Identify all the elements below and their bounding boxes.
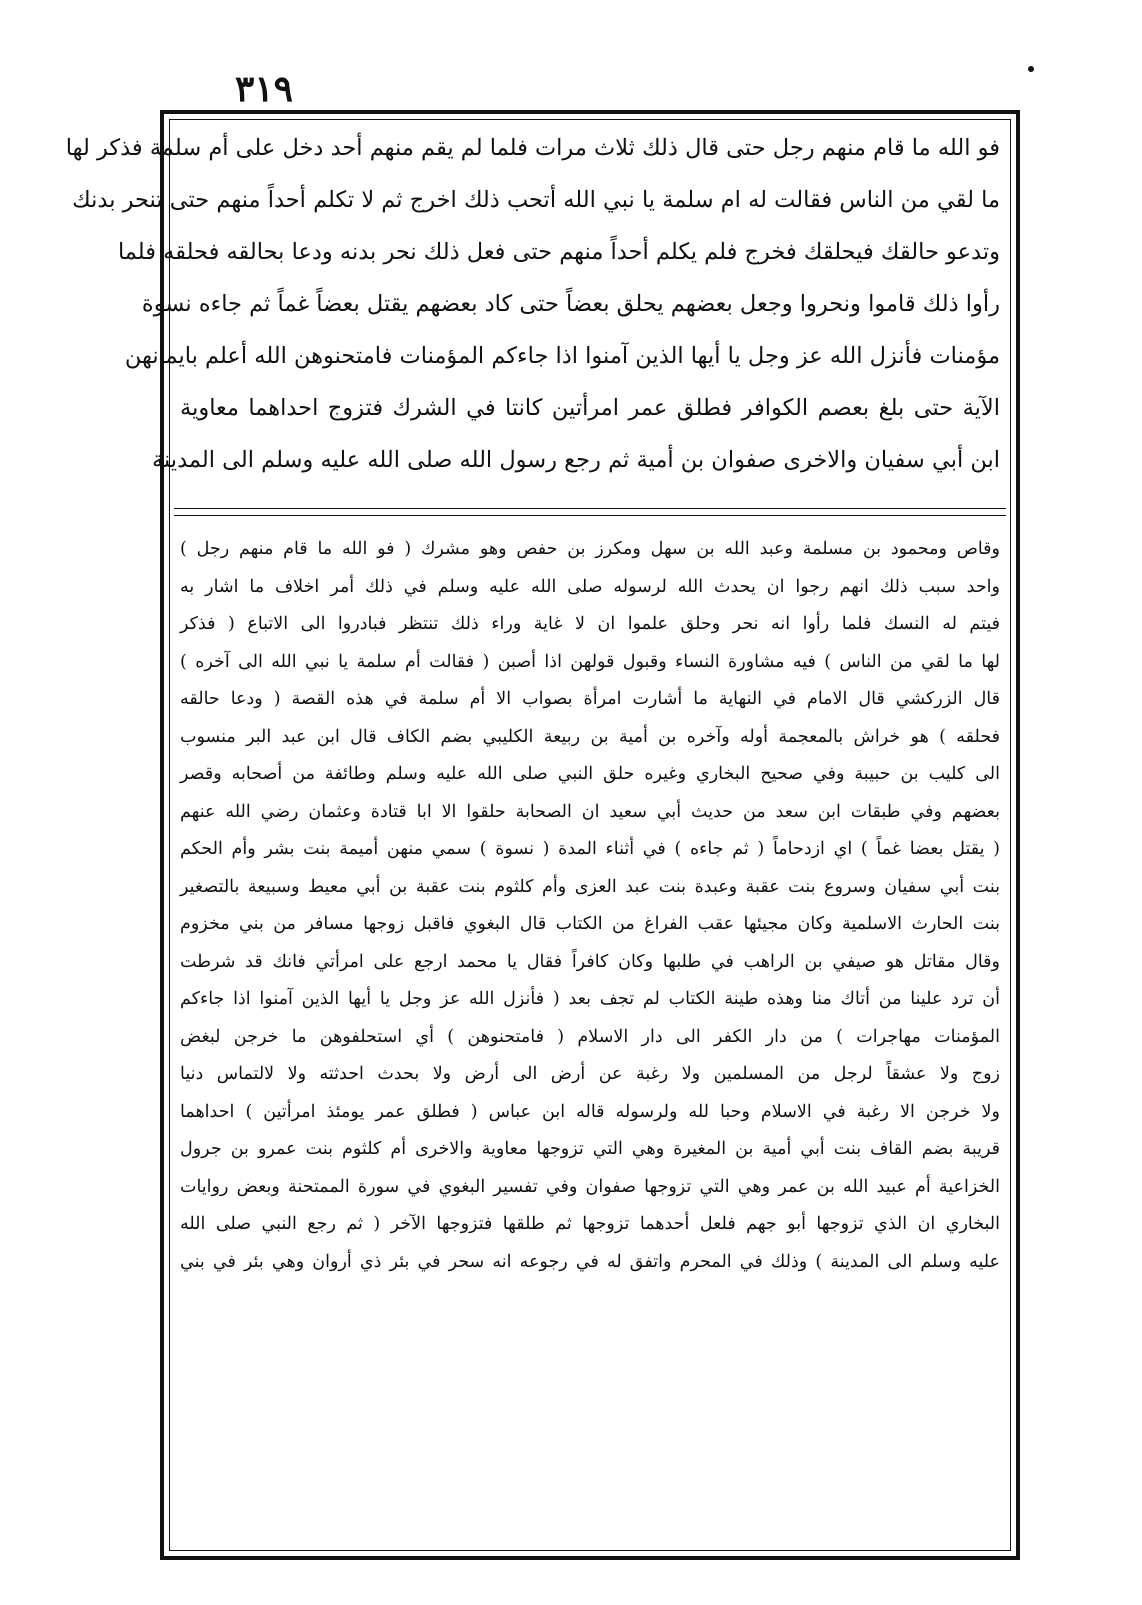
section-divider bbox=[174, 508, 1006, 516]
commentary-line: واحد سبب ذلك انهم رجوا ان يحدث الله لرسوله صلى الله عليه وسلم في ذلك أمر اخلاف ما اشار به bbox=[180, 576, 1000, 597]
commentary-line: لها ما لقي من الناس ) فيه مشاورة النساء وقبول قولهن اذا أصبن ( فقالت أم سلمة يا نبي الله الى آخره ) bbox=[180, 651, 1000, 672]
main-text-line: رأوا ذلك قاموا ونحروا وجعل بعضهم يحلق بعضاً حتى كاد بعضهم يقتل بعضاً غماً ثم جاءه نسوة bbox=[141, 291, 1000, 317]
commentary-line: وقال مقاتل هو صيفي بن الراهب في طلبها وكان كافراً فقال يا محمد ارجع على امرأتي فانك قد شرطت bbox=[180, 951, 1000, 972]
commentary-line: عليه وسلم الى المدينة ) وذلك في المحرم واتفق له في رجوعه انه سحر في بئر ذي أروان وهي بئر في بني bbox=[180, 1251, 1000, 1272]
commentary-line: قريبة بضم القاف بنت أبي أمية بن المغيرة وهي التي تزوجها معاوية والاخرى أم كلثوم بنت عمرو بن جرول bbox=[180, 1139, 1000, 1159]
main-text-line: الآية حتى بلغ بعصم الكوافر فطلق عمر امرأتين كانتا في الشرك فتزوج احداهما معاوية bbox=[180, 395, 1000, 421]
main-text-line: مؤمنات فأنزل الله عز وجل يا أيها الذين آمنوا اذا جاءكم المؤمنات فامتحنوهن الله أعلم بايمانهن bbox=[124, 343, 1000, 369]
main-text-line: وتدعو حالقك فيحلقك فخرج فلم يكلم أحداً منهم حتى فعل ذلك نحر بدنه ودعا بحالقه فحلقه فلما bbox=[117, 239, 1000, 265]
ink-dot bbox=[1028, 66, 1034, 72]
commentary-line: المؤمنات مهاجرات ) من دار الكفر الى دار الاسلام ( فامتحنوهن ) أي استحلفوهن ما خرجن لبغض bbox=[180, 1026, 1000, 1047]
commentary-line: قال الزركشي قال الامام في النهاية ما أشارت امرأة بصواب الا أم سلمة في هذه القصة ( ودعا حالقه bbox=[180, 689, 1000, 709]
commentary-line: بنت أبي سفيان وسروع بنت عقبة وعبدة بنت عبد العزى وأم كلثوم بنت عقبة بن أبي معيط وسبيعة بالتصغير bbox=[180, 876, 1000, 897]
commentary-line: فحلقه ) هو خراش بالمعجمة أوله وآخره بن أمية بن ربيعة الكليبي بضم الكاف قال ابن عبد البر منسوب bbox=[180, 726, 1000, 747]
page-frame bbox=[65, 110, 1020, 1560]
commentary-line: الخزاعية أم عبيد الله بن عمر وهي التي تزوجها صفوان وفي تفسير البغوي في سورة الممتحنة وبعض روايات bbox=[180, 1176, 1000, 1197]
main-text-line: ابن أبي سفيان والاخرى صفوان بن أمية ثم رجع رسول الله صلى الله عليه وسلم الى المدينة bbox=[151, 447, 1000, 473]
commentary-line: أن ترد علينا من أتاك منا وهذه طينة الكتاب لم تجف بعد ( فأنزل الله عز وجل يا أيها الذين آمنوا اذا جاءكم bbox=[180, 989, 1000, 1009]
commentary-line: زوج ولا عشقاً لرجل من المسلمين ولا رغبة عن أرض الى أرض ولا بحدث احدثته ولا لالتماس دنيا bbox=[180, 1064, 1000, 1084]
commentary-line: فيتم له النسك فلما رأوا انه نحر وحلق علموا ان لا غاية وراء ذلك تنتظر فبادروا الى الاتباع ( فذكر bbox=[180, 614, 1000, 634]
main-text-line: ما لقي من الناس فقالت له ام سلمة يا نبي الله أتحب ذلك اخرج ثم لا تكلم أحداً منهم حتى تنحر بدنك bbox=[72, 187, 1000, 213]
main-text bbox=[65, 122, 1000, 486]
commentary-line: بعضهم وفي طبقات ابن سعد من حديث أبي سعيد ان الصحابة حلقوا الا ابا قتادة وعثمان رضي الله عنهم bbox=[180, 801, 1000, 822]
commentary-text bbox=[180, 531, 1000, 1281]
page-number: ٣١٩ bbox=[235, 68, 294, 110]
commentary-line: ولا خرجن الا رغبة في الاسلام وحبا لله ولرسوله قاله ابن عباس ( فطلق عمر يومئذ امرأتين ) احداهما bbox=[180, 1101, 1000, 1122]
commentary-line: ( يقتل بعضا غماً ) اي ازدحاماً ( ثم جاءه ) في أثناء المدة ( نسوة ) سمي منهن أميمة بنت بشر وأم الحكم bbox=[180, 839, 1000, 859]
commentary-line: الى كليب بن حبيبة وفي صحيح البخاري وغيره حلق النبي صلى الله عليه وسلم وطائفة من أصحابه وقصر bbox=[180, 764, 1000, 784]
commentary-line: البخاري ان الذي تزوجها أبو جهم فلعل أحدهما تزوجها ثم طلقها فتزوجها الآخر ( ثم رجع النبي صلى الله bbox=[180, 1214, 1000, 1234]
commentary-line: وقاص ومحمود بن مسلمة وعبد الله بن سهل ومكرز بن حفص وهو مشرك ( فو الله ما قام منهم رجل ) bbox=[180, 539, 1000, 559]
commentary-line: بنت الحارث الاسلمية وكان مجيئها عقب الفراغ من الكتاب قال البغوي فاقبل زوجها مسافر من بني مخزوم bbox=[180, 914, 1000, 934]
main-text-line: فو الله ما قام منهم رجل حتى قال ذلك ثلاث مرات فلما لم يقم منهم أحد دخل على أم سلمة فذكر لها bbox=[65, 135, 1000, 161]
